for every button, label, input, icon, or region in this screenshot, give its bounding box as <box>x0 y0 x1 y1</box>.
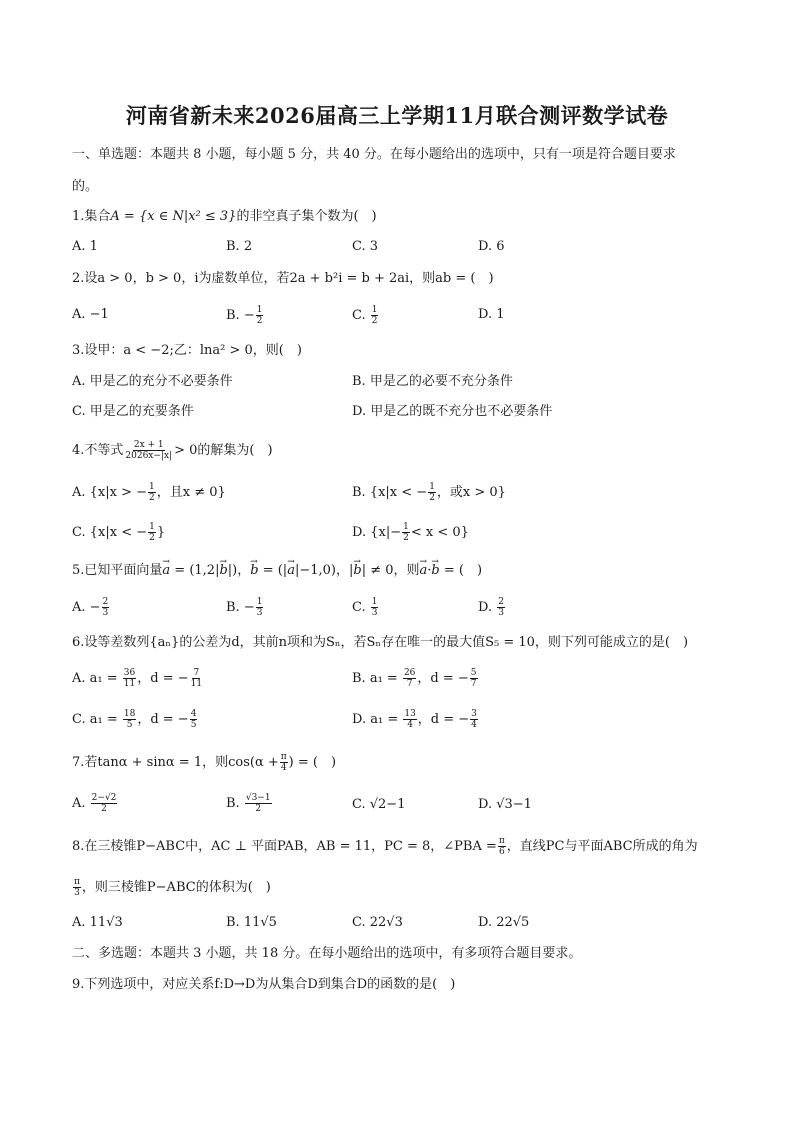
q3-option-a: A. 甲是乙的充分不必要条件 <box>72 374 233 389</box>
q5-option-a: A. − $\frac{2}{3}$ <box>72 597 109 618</box>
q7-option-a: A. $\frac{2-√2}{2}$ <box>72 793 117 814</box>
q6-option-c: C. a₁ = $\frac{18}{5}$ ，d = − $\frac{4}{5}$ <box>72 709 197 730</box>
fraction: $\frac{1}{2}$ <box>429 482 435 503</box>
question-9-stem: 9.下列选项中，对应关系f:D→D为从集合D到集合D的函数的是( ) <box>72 977 456 992</box>
fraction: $\frac{2}{3}$ <box>102 597 109 618</box>
q6-option-b: B. a₁ = $\frac{26}{7}$ ，d = − $\frac{5}{7}$ <box>352 668 477 689</box>
fraction: $\frac{\pi}{6}$ <box>498 836 505 857</box>
fraction: $\frac{1}{3}$ <box>256 597 263 618</box>
q8-option-d: D. 22√5 <box>478 915 530 930</box>
question-2-stem: 2.设a > 0，b > 0，i为虚数单位，若2a + b²i = b + 2ai，则ab = ( ) <box>72 271 494 286</box>
q7-option-c: C. √2−1 <box>352 797 406 812</box>
q6-option-d: D. a₁ = $\frac{13}{4}$ ，d = − $\frac{3}{4}$ <box>352 709 477 730</box>
q3-option-d: D. 甲是乙的既不充分也不必要条件 <box>352 404 553 419</box>
q8-option-b: B. 11√5 <box>226 915 277 930</box>
q2-option-b: B. − $\frac{1}{2}$ <box>226 305 263 326</box>
fraction: $\frac{√3-1}{2}$ <box>245 793 271 814</box>
q1-option-a: A. 1 <box>72 239 98 254</box>
section-2-instructions: 二、多选题：本题共 3 小题，共 18 分。在每小题给出的选项中，有多项符合题目要求。 <box>72 946 582 961</box>
question-6-stem: 6.设等差数列{aₙ}的公差为d，其前n项和为Sₙ，若Sₙ存在唯一的最大值S₅ = 10，则下列可能成立的是( ) <box>72 635 689 650</box>
fraction: $\frac{1}{2}$ <box>403 522 409 543</box>
fraction: $\frac{1}{2}$ <box>256 305 263 326</box>
fraction: $\frac{\pi}{3}$ <box>74 877 80 898</box>
q5-option-d: D. $\frac{2}{3}$ <box>478 597 504 618</box>
q1-option-d: D. 6 <box>478 239 505 254</box>
section-1-instructions-cont: 的。 <box>72 179 99 194</box>
q6-option-a: A. a₁ = $\frac{36}{11}$ ，d = − $\frac{7}{11}$ <box>72 668 203 689</box>
q2-option-c: C. $\frac{1}{2}$ <box>352 305 378 326</box>
q5-option-b: B. − $\frac{1}{3}$ <box>226 597 263 618</box>
question-4-stem: 4.不等式 $\frac{2x + 1}{2026x-|x|}$ > 0的解集为( ) <box>72 440 273 461</box>
q2-option-d: D. 1 <box>478 307 505 322</box>
question-8-stem: 8.在三棱锥P−ABC中，AC ⊥ 平面PAB，AB = 11，PC = 8，∠PBA = $\frac{\pi}{6}$ ，直线PC与平面ABC所成的角为 <box>72 836 698 857</box>
q8-option-a: A. 11√3 <box>72 915 123 930</box>
question-3-stem: 3.设甲：a < −2;乙：lna² > 0，则( ) <box>72 343 302 358</box>
q8-option-c: C. 22√3 <box>352 915 403 930</box>
fraction: $\frac{2-√2}{2}$ <box>91 793 117 814</box>
question-8-stem-cont: $\frac{\pi}{3}$ ，则三棱锥P−ABC的体积为( ) <box>74 877 271 898</box>
q3-option-b: B. 甲是乙的必要不充分条件 <box>352 374 513 389</box>
section-1-instructions: 一、单选题：本题共 8 小题，每小题 5 分，共 40 分。在每小题给出的选项中，只有一项是符合题目要求 <box>72 147 676 162</box>
fraction: $\frac{1}{3}$ <box>371 597 378 618</box>
fraction: $\frac{1}{2}$ <box>149 522 155 543</box>
q1-option-b: B. 2 <box>226 239 253 254</box>
question-1-stem: 1.集合A = {x ∈ N|x² ≤ 3}的非空真子集个数为( ) <box>72 209 377 224</box>
question-7-stem: 7.若tanα + sinα = 1，则cos(α + $\frac{\pi}{4}$ ) = ( ) <box>72 752 337 773</box>
page-title: 河南省新未来2026届高三上学期11月联合测评数学试卷 <box>125 103 669 128</box>
q4-option-a: A. {x|x > − $\frac{1}{2}$ ，且x ≠ 0} <box>72 482 226 503</box>
fraction: $\frac{1}{2}$ <box>149 482 155 503</box>
q5-option-c: C. $\frac{1}{3}$ <box>352 597 378 618</box>
fraction: $\frac{2}{3}$ <box>498 597 504 618</box>
fraction: $\frac{\pi}{4}$ <box>280 752 287 773</box>
q3-option-c: C. 甲是乙的充要条件 <box>72 404 194 419</box>
q7-option-b: B. $\frac{√3-1}{2}$ <box>226 793 271 814</box>
fraction: $\frac{1}{2}$ <box>371 305 378 326</box>
q4-option-b: B. {x|x < − $\frac{1}{2}$ ，或x > 0} <box>352 482 506 503</box>
q7-option-d: D. √3−1 <box>478 797 532 812</box>
q1-option-c: C. 3 <box>352 239 379 254</box>
q4-option-c: C. {x|x < − $\frac{1}{2}$ } <box>72 522 166 543</box>
question-5-stem: 5.已知平面向量→ a = (1,2|→ b|)，→ b = (|→ a|−1,0)，|→ b| ≠ 0，则→ a·→ b = ( ) <box>72 561 482 581</box>
q2-option-a: A. −1 <box>72 307 109 322</box>
fraction: $\frac{2x + 1}{2026x-|x|}$ <box>125 440 173 461</box>
q4-option-d: D. {x|− $\frac{1}{2}$ < x < 0} <box>352 522 469 543</box>
